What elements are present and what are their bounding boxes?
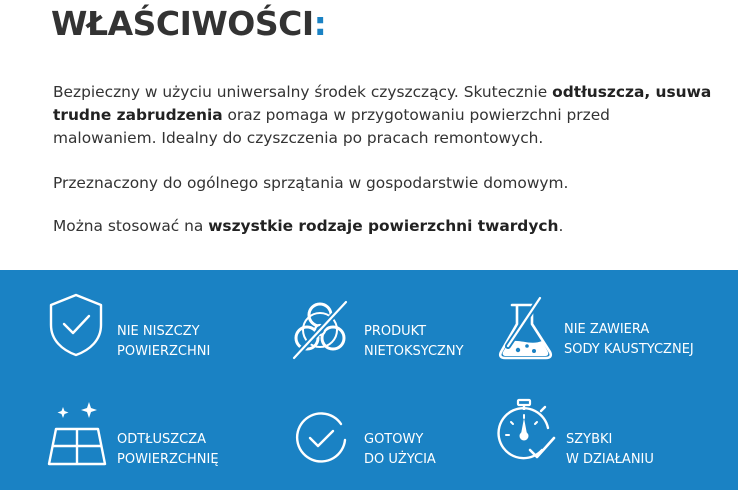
feature-no-caustic-soda-label — [564, 320, 694, 360]
description-paragraph-1 — [53, 81, 713, 150]
feature-ready-to-use-line1: GOTOWY — [364, 432, 424, 447]
desc-p3-text-end: . — [558, 217, 564, 235]
feature-ready-to-use-line2: DO UŻYCIA — [364, 452, 436, 467]
feature-no-damage-line1: NIE NISZCZY — [117, 324, 200, 339]
feature-no-caustic-soda-line1: NIE ZAWIERA — [564, 322, 650, 337]
feature-degreases-line1: ODTŁUSZCZA — [117, 432, 207, 447]
feature-fast-acting-label — [566, 430, 654, 470]
features-band — [0, 270, 738, 490]
desc-p1-bold: odtłuszcza, usuwa trudne zabrudzenia — [53, 83, 712, 124]
feature-non-toxic-line1: PRODUKT — [364, 324, 427, 339]
feature-no-caustic-soda-line2: SODY KAUSTYCZNEJ — [564, 342, 694, 357]
feature-no-damage-label — [117, 322, 210, 362]
desc-p1-text: Bezpieczny w użyciu uniwersalny środek czyszczący. Skutecznie — [53, 83, 553, 101]
feature-ready-to-use-label — [364, 430, 436, 470]
circle-check-icon — [294, 410, 350, 466]
desc-p1-text-end: oraz pomaga w przygotowaniu powierzchni przed malowaniem. Idealny do czyszczenia po pracach remontowych. — [53, 106, 610, 147]
flask-crossed-icon — [496, 296, 558, 362]
desc-p3-bold: wszystkie rodzaje powierzchni twardych — [208, 217, 559, 235]
feature-degreases-label — [117, 430, 219, 470]
page-title — [51, 4, 326, 44]
desc-p3-text: Można stosować na — [53, 217, 209, 235]
description-paragraph-2: Przeznaczony do ogólnego sprzątania w gospodarstwie domowym. — [53, 174, 569, 192]
feature-fast-acting-line2: W DZIAŁANIU — [566, 452, 654, 467]
feature-no-damage-line2: POWIERZCHNI — [117, 344, 211, 359]
feature-non-toxic-label — [364, 322, 464, 362]
biohazard-crossed-icon — [288, 298, 354, 360]
description-paragraph-3 — [53, 215, 713, 238]
feature-fast-acting-line1: SZYBKI — [566, 432, 613, 447]
stopwatch-check-icon — [496, 398, 556, 464]
feature-degreases-line2: POWIERZCHNIĘ — [117, 452, 219, 467]
sparkling-tiles-icon — [46, 400, 108, 468]
feature-non-toxic-line2: NIETOKSYCZNY — [364, 344, 464, 359]
shield-check-icon — [48, 292, 108, 358]
title-colon: : — [313, 4, 327, 43]
title-text: WŁAŚCIWOŚCI — [51, 4, 314, 43]
